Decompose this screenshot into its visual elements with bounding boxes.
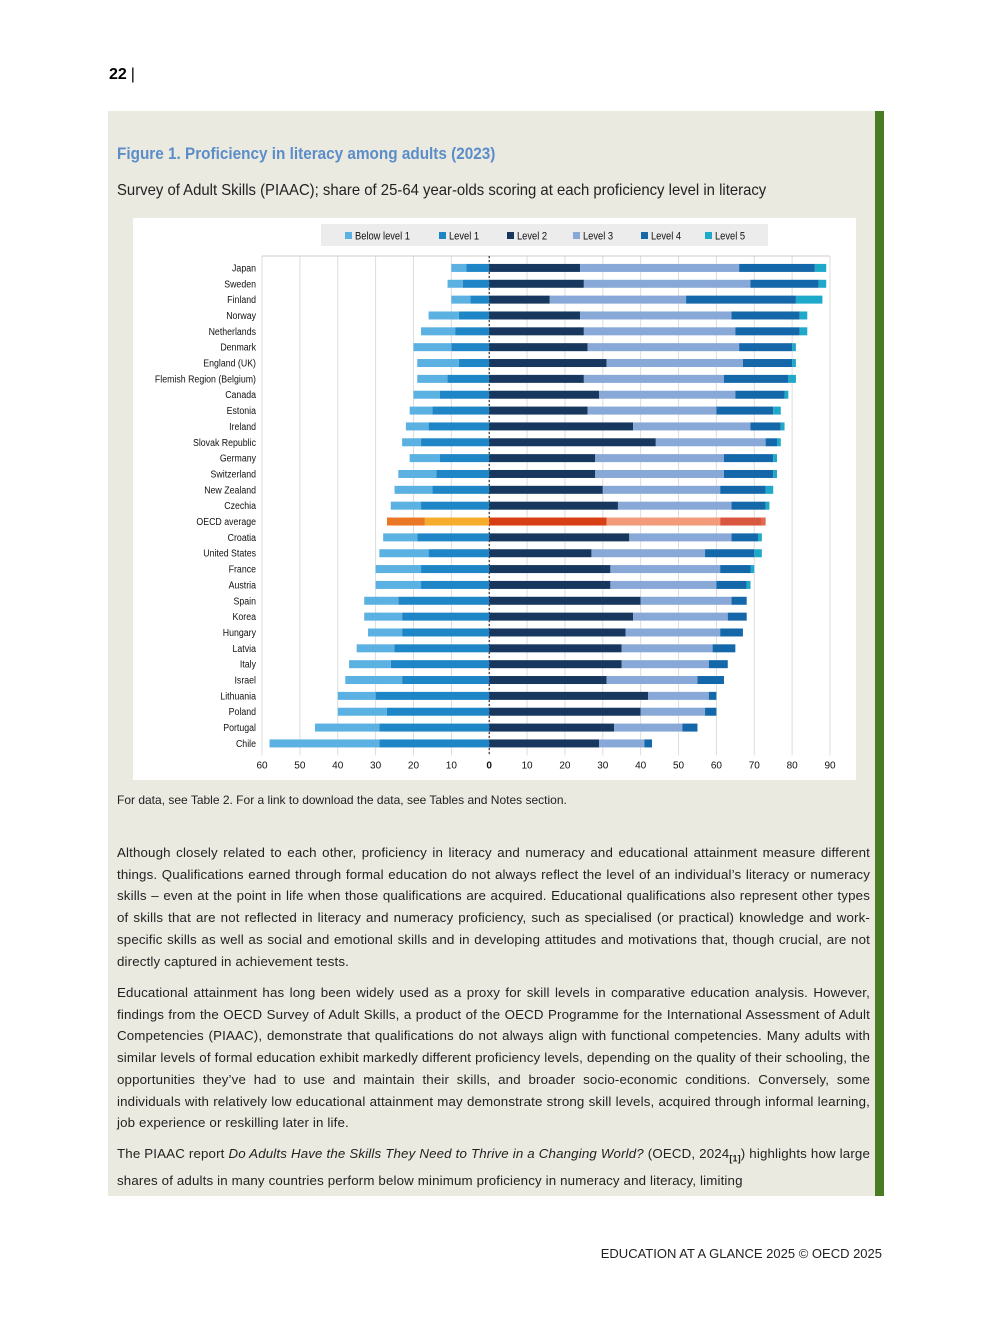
bar-estonia-level-2 [489, 407, 587, 415]
bar-hungary-below-level-1 [368, 628, 402, 636]
figure-title: Figure 1. Proficiency in literacy among adults (2023) [117, 144, 496, 163]
category-label-latvia: Latvia [232, 642, 256, 654]
legend-swatch-level-2 [507, 232, 514, 239]
bar-austria-level-2 [489, 581, 610, 589]
chart-category-labels [155, 262, 257, 749]
bar-chile-level-2 [489, 739, 599, 747]
bar-netherlands-level-1 [455, 327, 489, 335]
bar-japan-level-5 [815, 264, 826, 272]
bar-ireland-level-2 [489, 422, 633, 430]
bar-latvia-below-level-1 [357, 644, 395, 652]
bar-slovak-republic-level-3 [656, 438, 766, 446]
bar-italy-level-4 [709, 660, 728, 668]
bar-flemish-region-belgium-level-2 [489, 375, 584, 383]
x-tick-label: 40 [635, 760, 647, 772]
bar-norway-level-2 [489, 311, 580, 319]
bar-chile-below-level-1 [270, 739, 380, 747]
bar-japan-level-4 [739, 264, 815, 272]
bar-spain-below-level-1 [364, 597, 398, 605]
bar-flemish-region-belgium-level-3 [584, 375, 724, 383]
bar-france-level-3 [610, 565, 720, 573]
bar-latvia-level-2 [489, 644, 622, 652]
bar-portugal-level-3 [614, 724, 682, 732]
figure-note: For data, see Table 2. For a link to download the data, see Tables and Notes section. [117, 793, 567, 807]
bar-ireland-below-level-1 [406, 422, 429, 430]
bar-italy-level-1 [391, 660, 489, 668]
category-label-france: France [228, 563, 256, 575]
bar-norway-level-3 [580, 311, 731, 319]
bar-austria-below-level-1 [376, 581, 421, 589]
x-tick-label: 60 [710, 760, 722, 772]
bar-korea-level-2 [489, 613, 633, 621]
bar-portugal-level-4 [682, 724, 697, 732]
bar-ireland-level-1 [429, 422, 490, 430]
bar-denmark-level-3 [588, 343, 739, 351]
bar-oecd-average-level-4 [720, 518, 762, 526]
category-label-chile: Chile [235, 737, 256, 750]
bar-england-uk-below-level-1 [417, 359, 459, 367]
bar-czechia-level-2 [489, 502, 618, 510]
bar-croatia-level-5 [758, 533, 762, 541]
bar-portugal-below-level-1 [315, 724, 379, 732]
bar-new-zealand-level-4 [720, 486, 765, 494]
bar-united-states-level-4 [705, 549, 754, 557]
page-number-separator: | [130, 66, 135, 83]
bar-croatia-level-1 [417, 533, 489, 541]
legend-swatch-level-1 [439, 232, 446, 239]
bar-new-zealand-level-3 [603, 486, 720, 494]
bar-poland-level-3 [641, 708, 705, 716]
bar-chile-level-1 [379, 739, 489, 747]
bar-switzerland-below-level-1 [398, 470, 436, 478]
bar-hungary-level-3 [626, 628, 721, 636]
category-label-poland: Poland [228, 705, 256, 718]
bar-united-states-level-3 [591, 549, 705, 557]
category-label-lithuania: Lithuania [220, 689, 256, 702]
bar-estonia-level-3 [588, 407, 717, 415]
legend-swatch-level-5 [705, 232, 712, 239]
bar-austria-level-3 [610, 581, 716, 589]
bar-estonia-level-5 [773, 407, 781, 415]
bar-finland-level-5 [796, 296, 823, 304]
bar-spain-level-1 [398, 597, 489, 605]
bar-czechia-level-3 [618, 502, 732, 510]
category-label-korea: Korea [232, 610, 256, 623]
bar-japan-level-2 [489, 264, 580, 272]
category-label-united-states: United States [203, 547, 256, 559]
literacy-proficiency-chart [133, 218, 856, 780]
category-label-denmark: Denmark [220, 341, 256, 353]
bar-korea-level-4 [728, 613, 747, 621]
x-tick-label: 20 [559, 760, 571, 772]
bar-france-level-4 [720, 565, 750, 573]
bar-italy-level-3 [622, 660, 709, 668]
bar-norway-level-4 [732, 311, 800, 319]
legend-swatch-level-4 [641, 232, 648, 239]
bar-canada-level-1 [440, 391, 489, 399]
bar-italy-level-2 [489, 660, 622, 668]
bar-spain-level-4 [732, 597, 747, 605]
legend-label-level-1: Level 1 [449, 230, 480, 243]
bar-croatia-level-2 [489, 533, 629, 541]
bar-germany-level-2 [489, 454, 595, 462]
bar-finland-level-3 [550, 296, 686, 304]
bar-germany-level-4 [724, 454, 773, 462]
bar-united-states-below-level-1 [379, 549, 428, 557]
category-label-flemish-region-belgium: Flemish Region (Belgium) [154, 372, 256, 385]
bar-denmark-below-level-1 [413, 343, 451, 351]
paragraph-2: Educational attainment has long been widely used as a proxy for skill levels in comparative education analysis. However, findings from the OECD Survey of Adult Skills, a product of the OECD Programme for the International Assessment of Adult Competencies (PIAAC), demonstrate that qualifications do not always align with functional competencies. Many adults with similar levels of formal education exhibit markedly different proficiency levels, depending on the quality of their schooling, the opportunities they’ve had to use and maintain their skills, and broader socio-economic conditions. Conversely, some individuals with relatively low educational attainment may demonstrate strong skill levels, acquired through informal learning, job experience or reskilling later in life. [117, 985, 870, 1131]
bar-england-uk-level-3 [607, 359, 743, 367]
bar-norway-level-1 [459, 311, 489, 319]
category-label-slovak-republic: Slovak Republic [192, 436, 256, 448]
x-tick-label: 10 [445, 760, 457, 772]
bar-israel-level-4 [697, 676, 724, 684]
category-label-ireland: Ireland [229, 420, 256, 433]
bar-germany-level-5 [773, 454, 777, 462]
x-tick-label: 30 [597, 760, 609, 772]
bar-switzerland-level-2 [489, 470, 595, 478]
chart-x-ticks [256, 760, 836, 771]
bar-estonia-level-1 [432, 407, 489, 415]
bar-new-zealand-level-2 [489, 486, 603, 494]
section-accent-bar [875, 111, 884, 1196]
bar-oecd-average-level-5 [762, 518, 766, 526]
bar-oecd-average-level-3 [607, 518, 721, 526]
paragraph-3-citation: (OECD, 2024 [643, 1146, 730, 1161]
bar-finland-below-level-1 [451, 296, 470, 304]
bar-estonia-below-level-1 [410, 407, 433, 415]
bar-slovak-republic-level-2 [489, 438, 656, 446]
bar-netherlands-below-level-1 [421, 327, 455, 335]
x-tick-label: 30 [370, 760, 382, 772]
bar-netherlands-level-4 [735, 327, 799, 335]
x-tick-label: 10 [521, 760, 533, 772]
bar-sweden-level-2 [489, 280, 584, 288]
bar-new-zealand-below-level-1 [395, 486, 433, 494]
bar-germany-level-3 [595, 454, 724, 462]
bar-flemish-region-belgium-level-1 [448, 375, 490, 383]
x-tick-label: 90 [824, 760, 836, 772]
bar-netherlands-level-5 [800, 327, 808, 335]
bar-latvia-level-4 [713, 644, 736, 652]
bar-israel-level-3 [607, 676, 698, 684]
category-label-czechia: Czechia [224, 499, 256, 512]
bar-lithuania-level-2 [489, 692, 648, 700]
bar-canada-level-4 [735, 391, 784, 399]
bar-switzerland-level-5 [773, 470, 777, 478]
bar-denmark-level-2 [489, 343, 587, 351]
bar-france-below-level-1 [376, 565, 421, 573]
bar-switzerland-level-4 [724, 470, 773, 478]
paragraph-3-end: ) highlights how large shares of adults in many countries perform below minimum proficiency in numeracy and literacy, limiting [117, 1146, 870, 1189]
bar-lithuania-level-3 [648, 692, 709, 700]
figure-subtitle: Survey of Adult Skills (PIAAC); share of 25-64 year-olds scoring at each proficiency level in literacy [117, 182, 767, 199]
category-label-norway: Norway [226, 309, 256, 322]
x-tick-label: 70 [748, 760, 760, 772]
bar-oecd-average-level-1 [425, 518, 489, 526]
bar-croatia-below-level-1 [383, 533, 417, 541]
x-tick-label: 80 [786, 760, 798, 772]
bar-poland-level-4 [705, 708, 716, 716]
page-footer: EDUCATION AT A GLANCE 2025 © OECD 2025 [600, 1246, 882, 1261]
bar-korea-below-level-1 [364, 613, 402, 621]
bar-france-level-2 [489, 565, 610, 573]
bar-czechia-below-level-1 [391, 502, 421, 510]
bar-united-states-level-5 [754, 549, 762, 557]
category-label-spain: Spain [233, 594, 256, 607]
bar-united-states-level-1 [429, 549, 490, 557]
chart-container [133, 218, 856, 780]
bar-sweden-level-1 [463, 280, 490, 288]
category-label-estonia: Estonia [226, 404, 256, 417]
bar-sweden-level-5 [819, 280, 827, 288]
bar-portugal-level-1 [379, 724, 489, 732]
legend-label-below-level-1: Below level 1 [355, 230, 410, 243]
category-label-sweden: Sweden [224, 277, 256, 290]
bar-latvia-level-1 [395, 644, 490, 652]
bar-estonia-level-4 [716, 407, 773, 415]
bar-lithuania-level-4 [709, 692, 717, 700]
bar-england-uk-level-2 [489, 359, 606, 367]
bar-sweden-level-3 [584, 280, 751, 288]
bar-hungary-level-1 [402, 628, 489, 636]
bar-france-level-5 [750, 565, 754, 573]
x-tick-label: 40 [332, 760, 344, 772]
paragraph-3 [117, 1143, 870, 1192]
bar-austria-level-1 [421, 581, 489, 589]
category-label-israel: Israel [234, 673, 256, 686]
bar-canada-level-3 [599, 391, 735, 399]
bar-chile-level-3 [599, 739, 644, 747]
category-label-switzerland: Switzerland [210, 467, 256, 480]
bar-hungary-level-2 [489, 628, 625, 636]
bar-hungary-level-4 [720, 628, 743, 636]
bar-czechia-level-4 [732, 502, 766, 510]
bar-austria-level-4 [716, 581, 746, 589]
legend-label-level-3: Level 3 [583, 230, 614, 243]
bar-lithuania-level-1 [376, 692, 490, 700]
bar-finland-level-1 [470, 296, 489, 304]
bar-denmark-level-1 [451, 343, 489, 351]
bar-spain-level-3 [641, 597, 732, 605]
bar-croatia-level-3 [629, 533, 731, 541]
category-label-netherlands: Netherlands [208, 325, 256, 337]
bar-poland-level-1 [387, 708, 489, 716]
bar-flemish-region-belgium-below-level-1 [417, 375, 447, 383]
bar-korea-level-1 [402, 613, 489, 621]
category-label-austria: Austria [228, 578, 256, 591]
bar-norway-level-5 [800, 311, 808, 319]
bar-spain-level-2 [489, 597, 640, 605]
bar-czechia-level-1 [421, 502, 489, 510]
bar-new-zealand-level-5 [766, 486, 774, 494]
category-label-hungary: Hungary [222, 626, 256, 639]
bar-israel-level-2 [489, 676, 606, 684]
bar-japan-level-1 [466, 264, 489, 272]
bar-latvia-level-3 [622, 644, 713, 652]
bar-slovak-republic-level-1 [421, 438, 489, 446]
paragraph-1: Although closely related to each other, proficiency in literacy and numeracy and educational attainment measure different things. Qualifications earned through formal education do not always reflect the level of an individual’s literacy or numeracy skills – even at the point in life when those qualifications are acquired. Educational qualifications also represent other types of skills that are not reflected in literacy and numeracy proficiency, such as specialised (or practical) knowledge and work-specific skills as well as social and emotional skills and in developing attitudes and motivations that, though crucial, are not directly captured in achievement tests. [117, 845, 870, 969]
bar-portugal-level-2 [489, 724, 614, 732]
bar-canada-level-2 [489, 391, 599, 399]
bar-netherlands-level-3 [584, 327, 735, 335]
legend-swatch-below-level-1 [345, 232, 352, 239]
category-label-new-zealand: New Zealand [204, 483, 256, 496]
bar-new-zealand-level-1 [432, 486, 489, 494]
bar-chile-level-4 [644, 739, 652, 747]
legend-label-level-2: Level 2 [517, 230, 548, 243]
bar-ireland-level-4 [750, 422, 780, 430]
category-label-finland: Finland [227, 293, 256, 306]
bar-lithuania-below-level-1 [338, 692, 376, 700]
bar-israel-below-level-1 [345, 676, 402, 684]
bar-germany-level-1 [440, 454, 489, 462]
legend-swatch-level-3 [573, 232, 580, 239]
bar-sweden-below-level-1 [448, 280, 463, 288]
bar-italy-below-level-1 [349, 660, 391, 668]
bar-united-states-level-2 [489, 549, 591, 557]
bar-japan-below-level-1 [451, 264, 466, 272]
x-tick-label: 50 [672, 760, 685, 772]
bar-croatia-level-4 [732, 533, 759, 541]
x-tick-label: 20 [407, 760, 420, 772]
bar-israel-level-1 [402, 676, 489, 684]
category-label-germany: Germany [219, 452, 256, 464]
bar-poland-level-2 [489, 708, 640, 716]
bar-ireland-level-3 [633, 422, 750, 430]
bar-oecd-average-below-level-1 [387, 518, 425, 526]
page-number: 22 | [109, 66, 135, 83]
category-label-portugal: Portugal [223, 721, 256, 734]
category-label-italy: Italy [239, 658, 256, 670]
bar-czechia-level-5 [766, 502, 770, 510]
bar-netherlands-level-2 [489, 327, 584, 335]
bar-finland-level-4 [686, 296, 796, 304]
x-tick-label: 0 [486, 760, 492, 772]
legend-label-level-4: Level 4 [651, 230, 682, 243]
bar-england-uk-level-4 [743, 359, 792, 367]
x-tick-label: 50 [294, 760, 306, 772]
bar-austria-level-5 [747, 581, 751, 589]
bar-slovak-republic-level-5 [777, 438, 781, 446]
bar-poland-below-level-1 [338, 708, 387, 716]
bar-slovak-republic-below-level-1 [402, 438, 421, 446]
bar-norway-below-level-1 [429, 311, 459, 319]
bar-sweden-level-4 [750, 280, 818, 288]
bar-switzerland-level-3 [595, 470, 724, 478]
category-label-england-uk: England (UK) [203, 356, 256, 369]
bar-canada-level-5 [785, 391, 789, 399]
category-label-japan: Japan [232, 261, 256, 274]
chart-bars [270, 264, 827, 748]
bar-ireland-level-5 [781, 422, 785, 430]
bar-japan-level-3 [580, 264, 739, 272]
report-title: Do Adults Have the Skills They Need to Thrive in a Changing World? [228, 1146, 644, 1161]
x-tick-label: 60 [256, 760, 268, 772]
category-label-croatia: Croatia [227, 531, 256, 543]
bar-slovak-republic-level-4 [766, 438, 777, 446]
bar-england-uk-level-5 [792, 359, 796, 367]
bar-flemish-region-belgium-level-4 [724, 375, 788, 383]
bar-flemish-region-belgium-level-5 [788, 375, 796, 383]
category-label-oecd-average: OECD average [196, 515, 256, 528]
bar-england-uk-level-1 [459, 359, 489, 367]
reference-marker: [1] [729, 1153, 741, 1164]
bar-france-level-1 [421, 565, 489, 573]
bar-germany-below-level-1 [410, 454, 440, 462]
bar-denmark-level-5 [792, 343, 796, 351]
legend-label-level-5: Level 5 [715, 230, 746, 243]
bar-oecd-average-level-2 [489, 518, 606, 526]
bar-finland-level-2 [489, 296, 550, 304]
bar-canada-below-level-1 [413, 391, 440, 399]
category-label-canada: Canada [225, 388, 256, 401]
bar-switzerland-level-1 [436, 470, 489, 478]
bar-korea-level-3 [633, 613, 728, 621]
paragraph-3-start: The PIAAC report [117, 1146, 229, 1161]
bar-denmark-level-4 [739, 343, 792, 351]
